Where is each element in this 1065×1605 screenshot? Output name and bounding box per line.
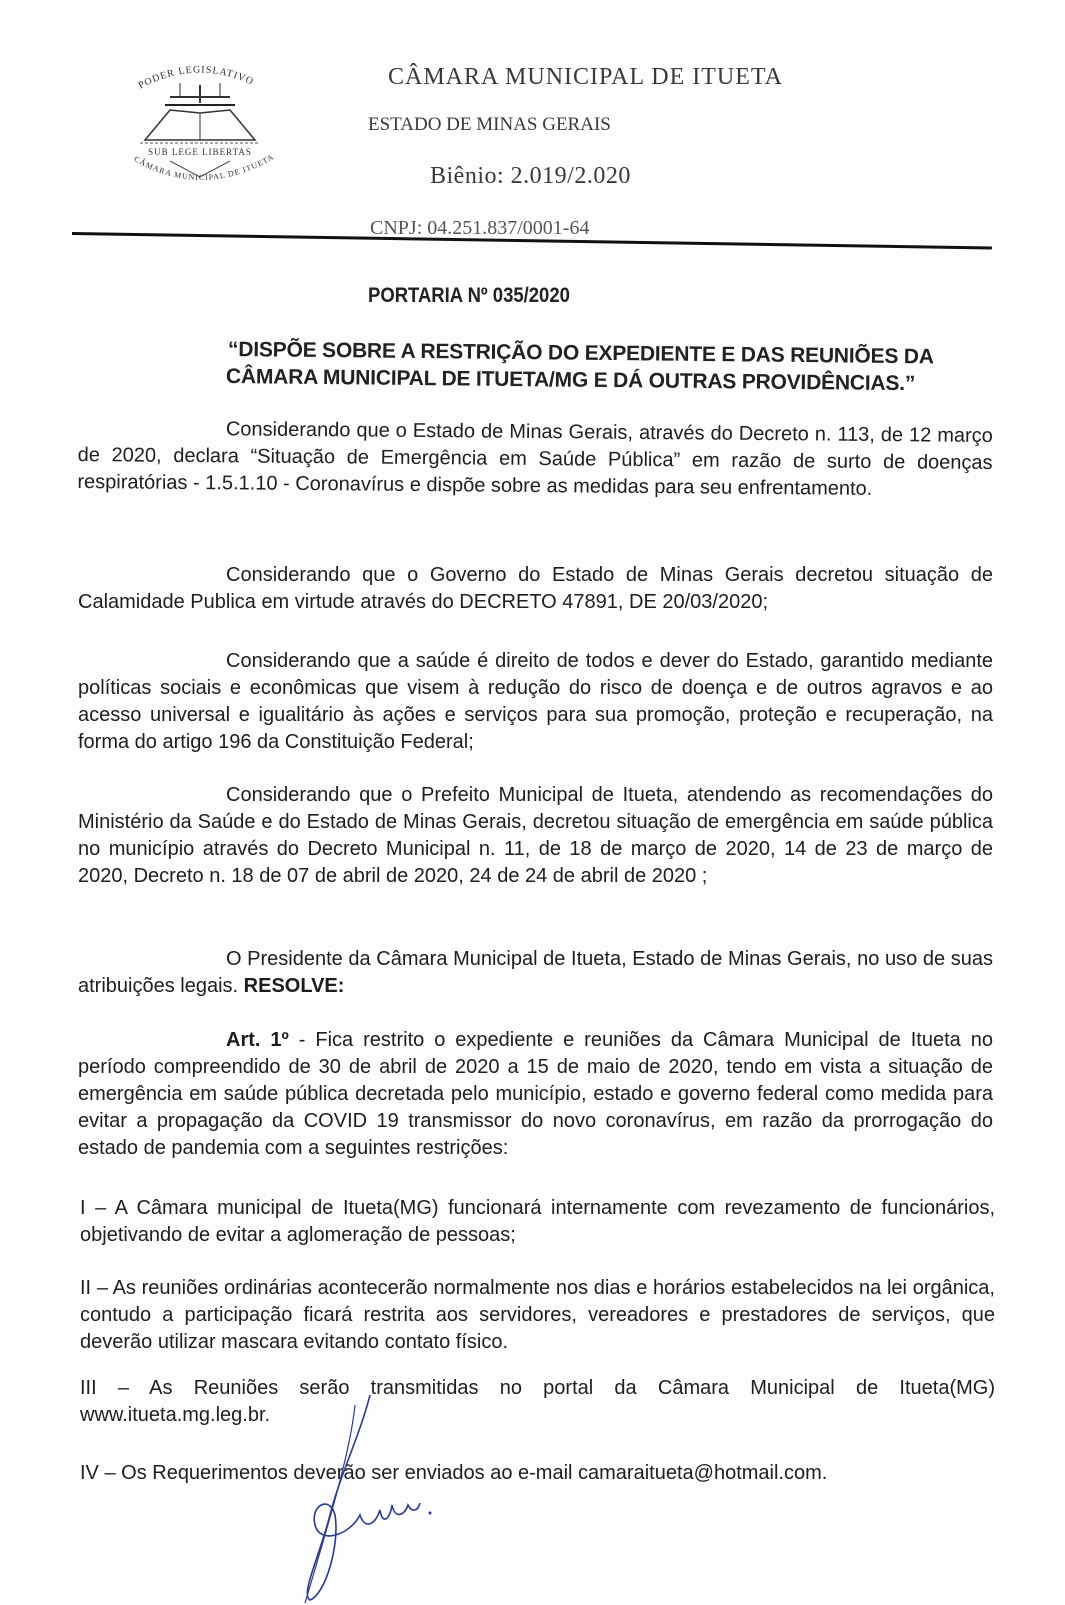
legislative-seal-icon [110,55,290,195]
ementa-line-1: “DISPÕE SOBRE A RESTRIÇÃO DO EXPEDIENTE E DAS REUNIÕES DA [227,338,934,369]
article-text: - Fica restrito o expediente e reuniões da Câmara Municipal de Itueta no período compreendido de 30 de abril de 2020 a 15 de maio de 2020, tendo em vista a situação de emergência em saúde pública decretada pelo município, estado e governo federal como medida para evitar a propagação da COVID 19 transmissor do novo coronavírus, em razão da prorrogação do estado de pandemia com a seguintes restrições: [78,1029,993,1159]
seal-bottom-text: CÂMARA MUNICIPAL DE ITUETA [132,152,276,183]
paragraph-considerando-2 [78,562,993,616]
paragraph-resolve [78,946,993,1000]
seal-motto: SUB LEGE LIBERTAS [148,147,252,157]
paragraph-text: O Presidente da Câmara Municipal de Itueta, Estado de Minas Gerais, no uso de suas atribuições legais. [78,948,993,997]
signature-icon [280,1395,460,1605]
institution-name: CÂMARA MUNICIPAL DE ITUETA [388,64,783,90]
paragraph-text: Considerando que o Governo do Estado de Minas Gerais decretou situação de Calamidade Publica em virtude através do DECRETO 47891, DE 20/03/2020; [78,564,993,613]
paragraph-considerando-4 [78,782,993,890]
paragraph-considerando-1 [77,415,993,504]
article-1 [78,1027,993,1162]
paragraph-text: Considerando que o Prefeito Municipal de Itueta, atendendo as recomendações do Ministério da Saúde e do Estado de Minas Gerais, decretou situação de emergência em saúde pública no município através do Decreto Municipal n. 11, de 18 de março de 2020, 14 de 23 de março de 2020, Decreto n. 18 de 07 de abril de 2020, 24 de 24 de abril de 2020 ; [78,784,993,887]
restriction-item-4: IV – Os Requerimentos deverão ser enviados ao e-mail camaraitueta@hotmail.com. [80,1462,828,1484]
ementa-line-2: CÂMARA MUNICIPAL DE ITUETA/MG E DÁ OUTRAS PROVIDÊNCIAS.” [225,365,916,396]
restriction-item-3: III – As Reuniões serão transmitidas no portal da Câmara Municipal de Itueta(MG) www.itueta.mg.leg.br. [80,1377,995,1426]
bienio: Biênio: 2.019/2.020 [430,163,631,189]
paragraph-considerando-3 [78,648,993,756]
cnpj: CNPJ: 04.251.837/0001-64 [370,217,590,239]
state-name: ESTADO DE MINAS GERAIS [368,114,611,135]
svg-text:PODER LEGISLATIVO [137,64,256,91]
restriction-item-1: I – A Câmara municipal de Itueta(MG) funcionará internamente com revezamento de funcionários, objetivando de evitar a aglomeração de pessoas; [80,1197,995,1246]
article-label: Art. 1º [226,1029,289,1051]
portaria-number: PORTARIA Nº 035/2020 [368,284,570,307]
paragraph-text: Considerando que a saúde é direito de todos e dever do Estado, garantido mediante políticas sociais e econômicas que visem à redução do risco de doença e de outros agravos e ao acesso universal e igualitário às ações e serviços para sua promoção, proteção e recuperação, na forma do artigo 196 da Constituição Federal; [78,650,993,753]
paragraph-text: Considerando que o Estado de Minas Gerais, através do Decreto n. 113, de 12 março de 2020, declara “Situação de Emergência em Saúde Pública” em razão de surto de doenças respiratórias - 1.5.1.10 - Coronavírus e dispõe sobre as medidas para seu enfrentamento. [77,418,993,500]
seal-top-text: PODER LEGISLATIVO [136,64,256,92]
restriction-item-2: II – As reuniões ordinárias acontecerão normalmente nos dias e horários estabelecidos na lei orgânica, contudo a participação ficará restrita aos servidores, vereadores e prestadores de serviços, que deverão utilizar mascara evitando contato físico. [80,1277,995,1353]
resolve-label: RESOLVE: [243,975,345,997]
